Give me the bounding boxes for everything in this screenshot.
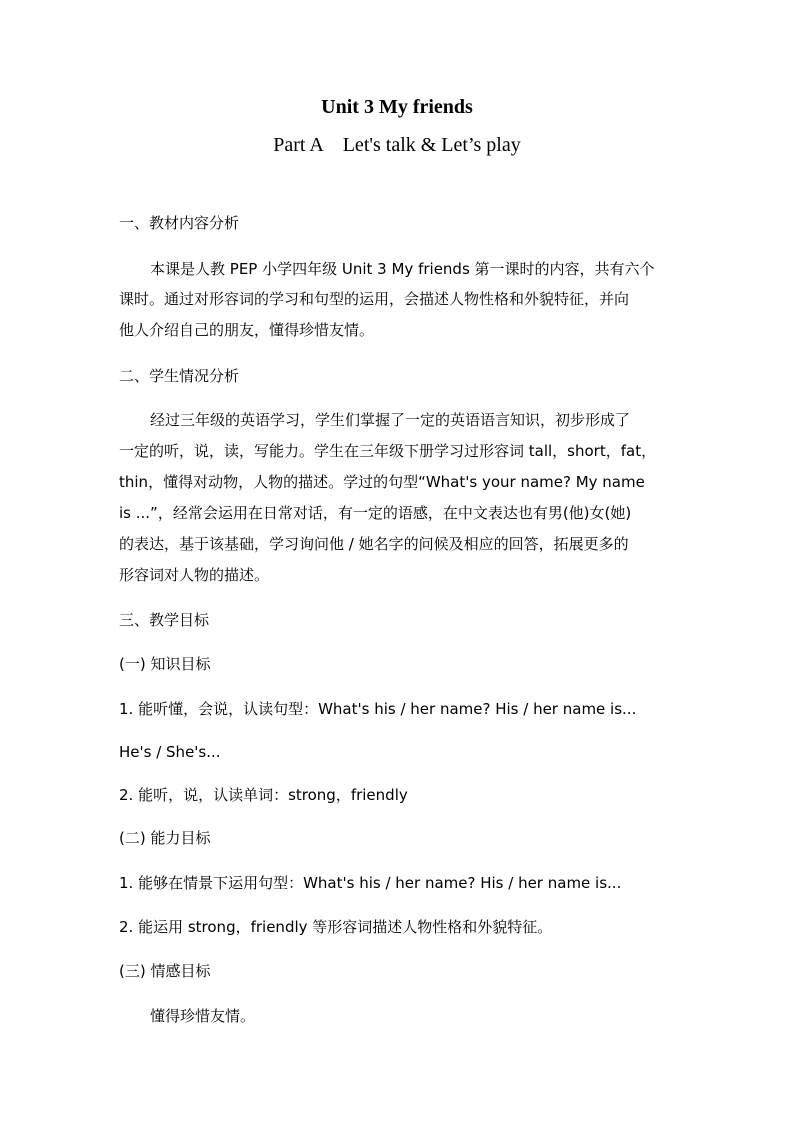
emotional-goals-heading: (三) 情感目标 (119, 962, 211, 980)
page-title: Unit 3 My friends (321, 96, 473, 118)
section-3-heading: 三、教学目标 (119, 611, 210, 629)
knowledge-goals-heading: (一) 知识目标 (119, 655, 211, 673)
section-1-heading: 一、教材内容分析 (119, 214, 240, 232)
knowledge-goal-1-line-1: 1. 能听懂，会说，认读句型：What's his / her name? His / her name is... (119, 700, 637, 718)
page-subtitle: Part A Let's talk & Let’s play (273, 134, 521, 156)
knowledge-goal-2: 2. 能听，说，认读单词：strong，friendly (119, 786, 408, 804)
knowledge-goal-1-line-2: He's / She's... (119, 743, 221, 761)
ability-goal-1: 1. 能够在情景下运用句型：What's his / her name? His / her name is... (119, 874, 622, 892)
section-2-heading: 二、学生情况分析 (119, 367, 240, 385)
section-2-paragraph-line-2: 一定的听，说，读，写能力。学生在三年级下册学习过形容词 tall，short，fat， (119, 442, 657, 460)
section-1-paragraph-line-3: 他人介绍自己的朋友，懂得珍惜友情。 (119, 321, 375, 339)
section-2-paragraph-line-1: 经过三年级的英语学习，学生们掌握了一定的英语语言知识，初步形成了 (150, 411, 631, 429)
section-2-paragraph-line-5: 的表达，基于该基础，学习询问他 / 她名字的问候及相应的回答，拓展更多的 (119, 535, 629, 553)
ability-goal-2: 2. 能运用 strong，friendly 等形容词描述人物性格和外貌特征。 (119, 918, 553, 936)
section-1-paragraph-line-2: 课时。通过对形容词的学习和句型的运用，会描述人物性格和外貌特征，并向 (119, 290, 630, 308)
section-2-paragraph-line-4: is ...”，经常会运用在日常对话，有一定的语感，在中文表达也有男(他)女(她) (119, 504, 632, 522)
ability-goals-heading: (二) 能力目标 (119, 829, 211, 847)
section-2-paragraph-line-6: 形容词对人物的描述。 (119, 566, 270, 584)
section-1-paragraph-line-1: 本课是人教 PEP 小学四年级 Unit 3 My friends 第一课时的内容，共有六个 (150, 260, 655, 278)
emotional-goal-text: 懂得珍惜友情。 (150, 1007, 256, 1025)
section-2-paragraph-line-3: thin，懂得对动物，人物的描述。学过的句型“What's your name? My name (119, 473, 645, 491)
